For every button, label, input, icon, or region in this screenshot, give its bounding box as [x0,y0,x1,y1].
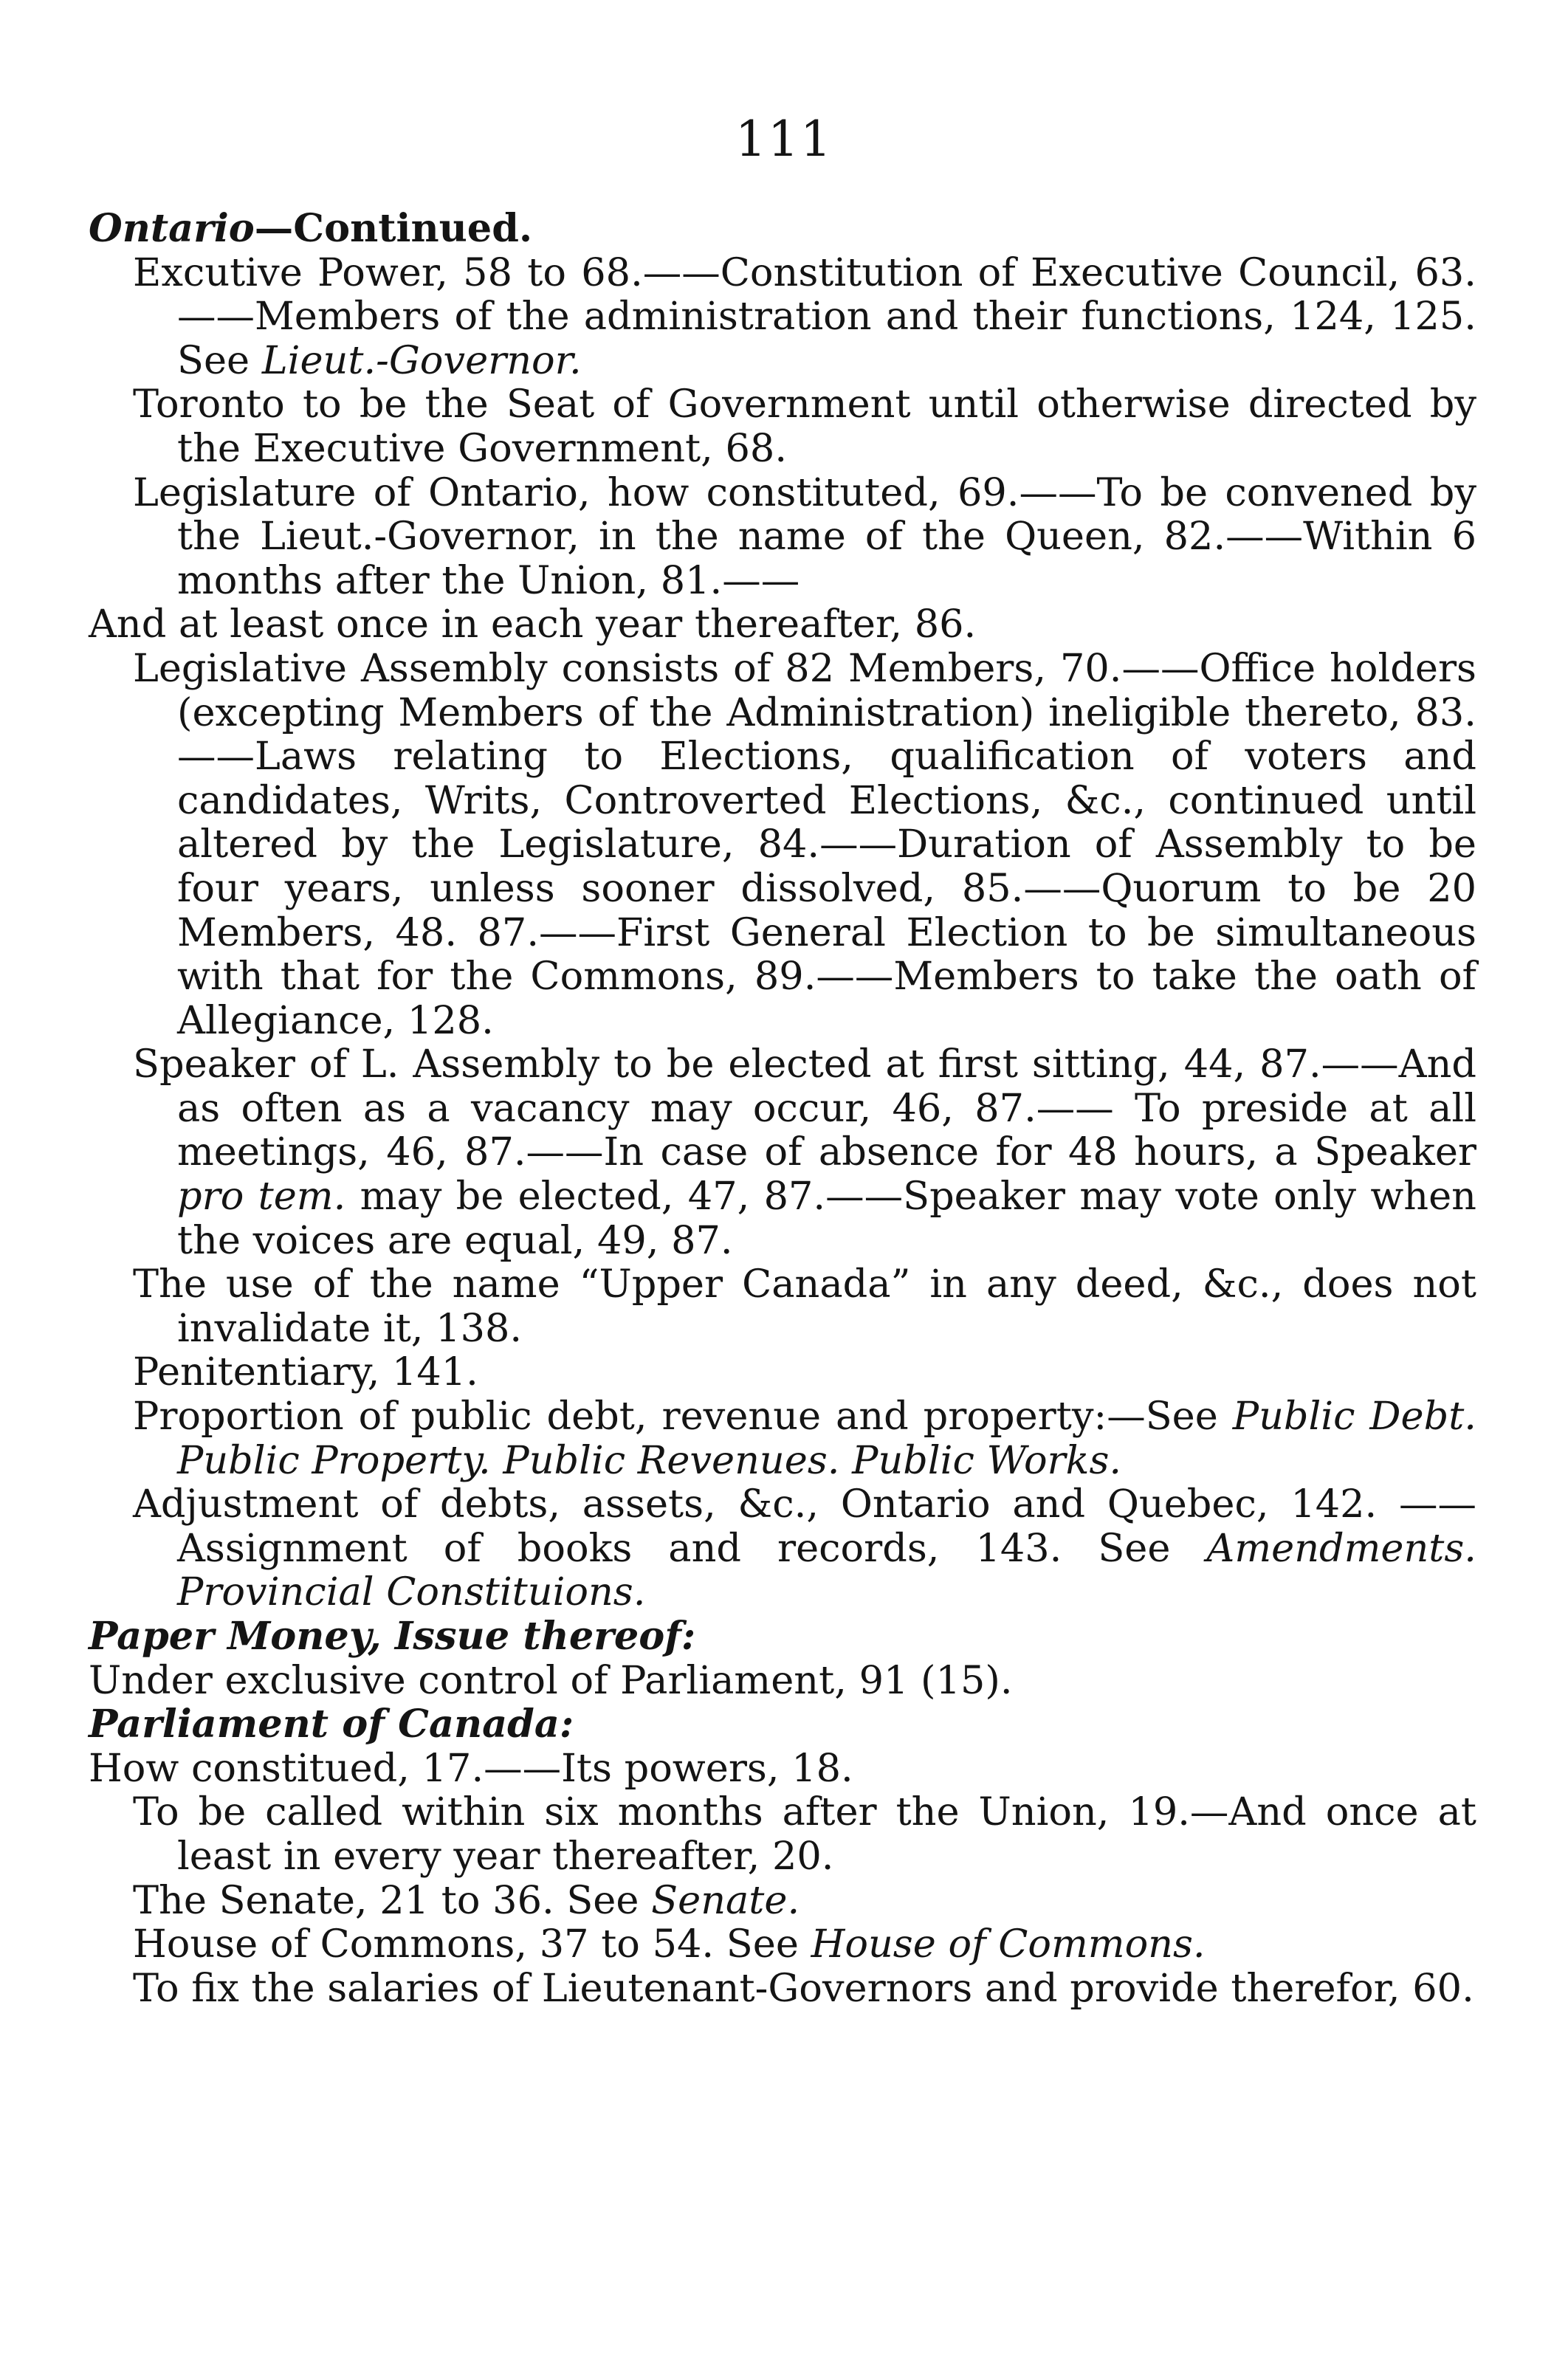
cross-reference: House of Commons. [811,1922,1206,1967]
entry-text: To fix the salaries of Lieutenant-Governors and provide therefor, 60. [133,1965,1474,2011]
entry-text: Speaker of L. Assembly to be elected at first sitting, 44, 87.——And as often as a vacancy may occur, 46, 87.—— To preside at all meetings, 46, 87.——In case of absence for 48 hours, a Speaker [133,1042,1476,1175]
entry-text: And at least once in each year thereafter, 86. [89,602,977,647]
entry-speaker [89,1042,1476,1262]
entry-salaries [89,1967,1476,2011]
entry-text: Under exclusive control of Parliament, 91 (15). [89,1657,1013,1703]
entry-toronto [89,382,1476,470]
entry-paper-money [89,1659,1476,1703]
cross-reference: Lieut.-Governor. [261,337,582,383]
cross-reference: Public Debt. Public Property. Public Revenues. Public Works. [177,1394,1476,1483]
section-heading-parliament: Parliament of Canada: [89,1702,574,1747]
entry-commons [89,1922,1476,1967]
entry-senate [89,1879,1476,1923]
page-number: 111 [735,111,833,168]
entry-text: Toronto to be the Seat of Government until otherwise directed by the Executive Government, 68. [133,382,1476,471]
entry-text: How constitued, 17.——Its powers, 18. [89,1745,853,1791]
entry-text: To be called within six months after the Union, 19.—And once at least in every year thereafter, 20. [133,1789,1476,1879]
section-heading-paper-money: Paper Money, Issue thereof: [89,1614,696,1659]
entry-legislature [89,471,1476,603]
entry-text: Proportion of public debt, revenue and property:—See [133,1394,1218,1440]
entry-legislature-continued [89,602,1476,647]
ontario-title: Ontario [89,206,255,251]
index-text [89,207,1476,2010]
entry-text: Adjustment of debts, assets, &c., Ontario and Quebec, 142. ——Assignment of books and records, 143. See [133,1482,1476,1571]
ontario-continued: —Continued. [254,206,533,251]
italic-term: pro tem. [177,1174,346,1220]
entry-executive-power [89,251,1476,383]
entry-text: The Senate, 21 to 36. See [133,1877,639,1923]
entry-text: The use of the name “Upper Canada” in any deed, &c., does not invalidate it, 138. [133,1262,1476,1351]
entry-text: Excutive Power, 58 to 68.——Constitution of Executive Council, 63.——Members of the administration and their functions, 124, 125. See [133,250,1476,383]
entry-legislative-assembly [89,647,1476,1042]
entry-how-constituted [89,1747,1476,1791]
entry-to-be-called [89,1790,1476,1878]
cross-reference: Amendments. Provincial Constituions. [177,1525,1476,1615]
entry-upper-canada [89,1262,1476,1350]
entry-proportion [89,1395,1476,1482]
entry-text: may be elected, 47, 87.——Speaker may vote only when the voices are equal, 49, 87. [177,1174,1476,1263]
section-heading-ontario [89,207,1476,251]
entry-text: House of Commons, 37 to 54. See [133,1922,799,1967]
cross-reference: Senate. [651,1877,800,1923]
entry-adjustment [89,1482,1476,1614]
entry-text: Legislative Assembly consists of 82 Members, 70.——Office holders (excepting Members of the Administration) ineligible thereto, 83.——Laws relating to Elections, qualification of voters and candidates, Writs, Controverted Elections, &c., continued until altered by the Legislature, 84.——Duration of Assembly to be four years, unless sooner dissolved, 85.——Quorum to be 20 Members, 48. 87.——First General Election to be simultaneous with that for the Commons, 89.——Members to take the oath of Allegiance, 128. [133,645,1476,1043]
entry-text: Legislature of Ontario, how constituted, 69.——To be convened by the Lieut.-Governor, in the name of the Queen, 82.——Within 6 months after the Union, 81.—— [133,470,1476,603]
entry-text: Penitentiary, 141. [133,1349,478,1395]
entry-penitentiary [89,1350,1476,1395]
